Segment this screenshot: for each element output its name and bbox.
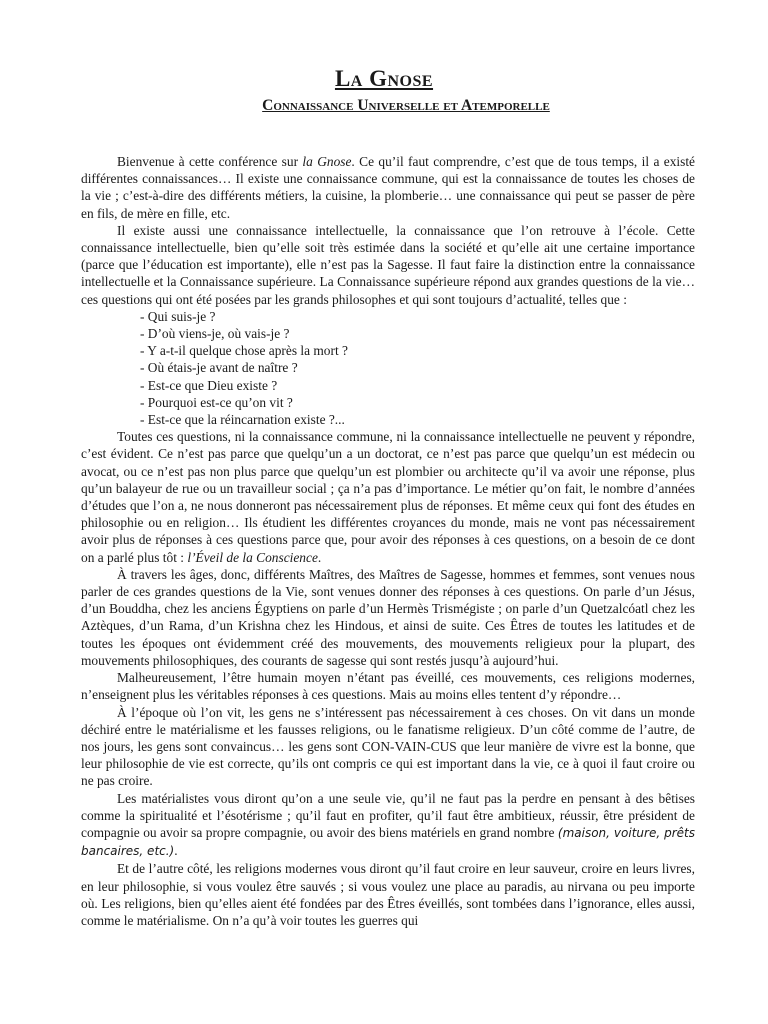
paragraph-intellectual-knowledge: Il existe aussi une connaissance intellectuelle, la connaissance que l’on retrouve à l’école. Cette connaissance intellectuelle, bien qu’elle soit très estimée dans la société et qu’elle ait une certaine importance (parce que l’éducation est importante), elle n’est pas la Sagesse. Il faut faire la distinction entre la connaissance intellectuelle et la Connaissance supérieure. La Connaissance supérieure répond aux grandes questions de la vie… ces questions qui ont été posées par les grands philosophes et qui sont toujours d’actualité, telles que : [81,222,695,307]
paragraph-masters: À travers les âges, donc, différents Maîtres, des Maîtres de Sagesse, hommes et femmes, sont venues nous parler de ces grandes questions de la Vie, sont venues donner des réponses à ces questions. On parle d’un Jésus, d’un Bouddha, chez les anciens Égyptiens on parle d’un Hermès Trismégiste ; on parle d’un Quetzalcóatl chez les Aztèques, d’un Rama, d’un Krishna chez les Hindous, et ainsi de suite. Ces Êtres de toutes les latitudes et de toutes les époques ont évidemment créé des mouvements, des mouvements religieux pour la plupart, des mouvements philosophiques, des courants de sagesse qui sont restés jusqu’à aujourd’hui. [81,566,695,668]
document-body [81,153,695,929]
paragraph-unfortunately: Malheureusement, l’être humain moyen n’étant pas éveillé, ces mouvements, ces religions modernes, n’enseignent plus les véritables réponses à ces questions. Mais au moins elles tentent d’y répondre… [81,670,695,703]
question-item: - Qui suis-je ? [140,308,216,324]
paragraph-intro: Bienvenue à cette conférence sur la Gnose. Ce qu’il faut comprendre, c’est que de tous temps, il a existé différentes connaissances… Il existe une connaissance commune, qui est la connaissance de toutes les choses de la vie ; c’est-à-dire des différents métiers, la cuisine, la plomberie… une connaissance qui peut se passer de père en fils, de mère en fille, etc. [81,154,695,221]
document-title: La Gnose [334,66,434,91]
paragraph-no-answers: Toutes ces questions, ni la connaissance commune, ni la connaissance intellectuelle ne peuvent y répondre, c’est évident. Ce n’est pas parce que quelqu’un a un doctorat, ce n’est pas parce que quelqu’un est médecin ou avocat, ou ce n’est pas non plus parce que quelqu’un est plombier ou architecte qu’il va avoir une réponse, plus qu’un balayeur de rue ou un travailleur social ; ça n’a pas d’importance. Le métier qu’on fait, le nombre d’années d’études que l’on a, ne nous donneront pas nécessairement plus de réponses. Et même ceux qui font des études en philosophie ou en religion… Ils étudient les différentes croyances du monde, mais ne vont pas nécessairement avoir plus de réponses à ces questions parce que, pour avoir des réponses à ces questions, on a besoin de ce dont on a parlé plus tôt : l’Éveil de la Conscience. [81,429,695,565]
emphasis-gnose: la Gnose [302,154,352,169]
paragraph-religions: Et de l’autre côté, les religions modernes vous diront qu’il faut croire en leur sauveur, croire en leurs livres, en leur philosophie, si vous voulez être sauvés ; si vous voulez une place au paradis, au nirvana ou peu importe où. Les religions, bien qu’elles aient été fondées par des Êtres éveillés, sont tombées dans l’ignorance, elles aussi, comme le matérialisme. On n’a qu’à voir toutes les guerres qui [81,861,695,928]
question-item: - Est-ce que la réincarnation existe ?... [140,412,345,428]
document-subtitle: Connaissance Universelle et Atemporelle [262,97,550,114]
question-item: - Où étais-je avant de naître ? [140,360,298,376]
question-item: - Est-ce que Dieu existe ? [140,377,278,393]
question-item: - Pourquoi est-ce qu’on vit ? [140,394,293,410]
emphasis-eveil: l’Éveil de la Conscience [187,549,318,565]
questions-list [81,308,695,428]
emphasis-possessions: (maison, voiture, prêts bancaires, etc.) [81,825,695,859]
question-item: - D’où viens-je, où vais-je ? [140,326,290,342]
question-item: - Y a-t-il quelque chose après la mort ? [140,343,348,359]
paragraph-materialists: Les matérialistes vous diront qu’on a une seule vie, qu’il ne faut pas la perdre en pensant à des bêtises comme la spiritualité et l’ésotérisme ; qu’il faut en profiter, qu’il faut être ambitieux, réussir, être président de compagnie ou avoir sa propre compagnie, ou avoir des biens matériels en grand nombre (maison, voiture, prêts bancaires, etc.). [81,790,695,859]
paragraph-our-era: À l’époque où l’on vit, les gens ne s’intéressent pas nécessairement à ces choses. On vit dans un monde déchiré entre le matérialisme et les fausses religions, ou le fanatisme religieux. D’un côté comme de l’autre, de nos jours, les gens sont convaincus… les gens sont CON-VAIN-CUS que leur manière de vivre est la bonne, que leur philosophie de vie est correcte, qu’ils ont compris ce qui est important dans la vie, ce à quoi il faut croire ou ne pas croire. [81,704,695,789]
